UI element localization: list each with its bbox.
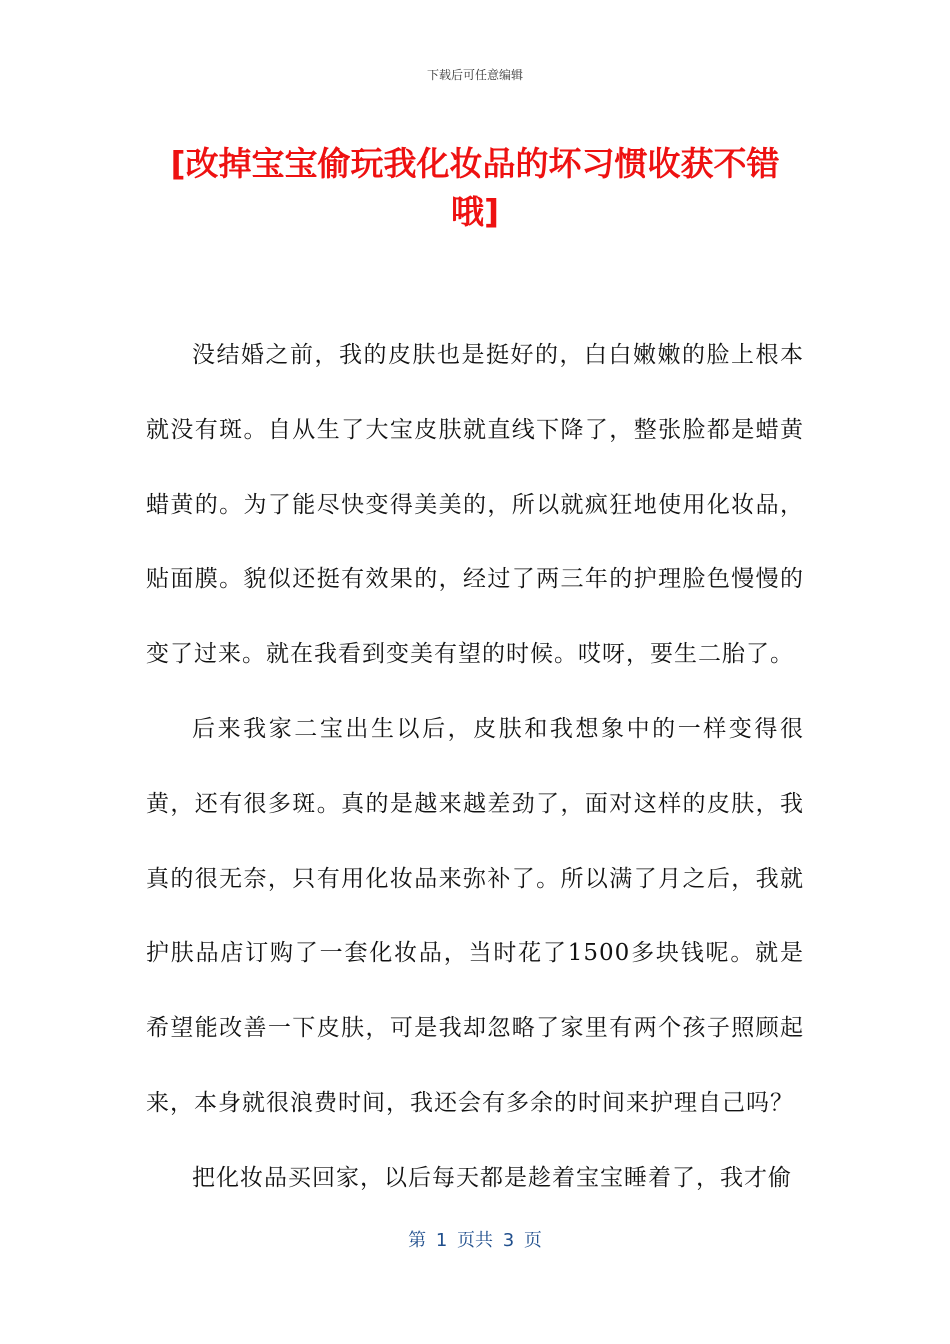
page-suffix: 页 <box>523 1230 542 1251</box>
paragraph-1: 没结婚之前，我的皮肤也是挺好的，白白嫩嫩的脸上根本就没有斑。自从生了大宝皮肤就直线下降了，整张脸都是蜡黄蜡黄的。为了能尽快变得美美的，所以就疯狂地使用化妆品，贴面膜。貌似还挺有效果的，经过了两三年的护理脸色慢慢的变了过来。就在我看到变美有望的时候。哎呀，要生二胎了。 <box>146 342 804 668</box>
document-title: [改掉宝宝偷玩我化妆品的坏习惯收获不错哦] <box>170 144 780 231</box>
page-footer <box>0 1226 950 1252</box>
current-page-number: 1 <box>435 1230 448 1251</box>
total-pages-number: 3 <box>502 1230 515 1251</box>
page-middle: 页共 <box>457 1230 493 1251</box>
page-header-note: 下载后可任意编辑 <box>426 68 523 82</box>
document-body <box>146 318 804 1216</box>
paragraph-2: 后来我家二宝出生以后，皮肤和我想象中的一样变得很黄，还有很多斑。真的是越来越差劲了，面对这样的皮肤，我真的很无奈，只有用化妆品来弥补了。所以满了月之后，我就护肤品店订购了一套化妆品，当时花了1500多块钱呢。就是希望能改善一下皮肤，可是我却忽略了家里有两个孩子照顾起来，本身就很浪费时间，我还会有多余的时间来护理自己吗？ <box>146 715 804 1116</box>
paragraph-3: 把化妆品买回家，以后每天都是趁着宝宝睡着了，我才偷 <box>192 1164 792 1191</box>
page-prefix: 第 <box>408 1230 427 1251</box>
